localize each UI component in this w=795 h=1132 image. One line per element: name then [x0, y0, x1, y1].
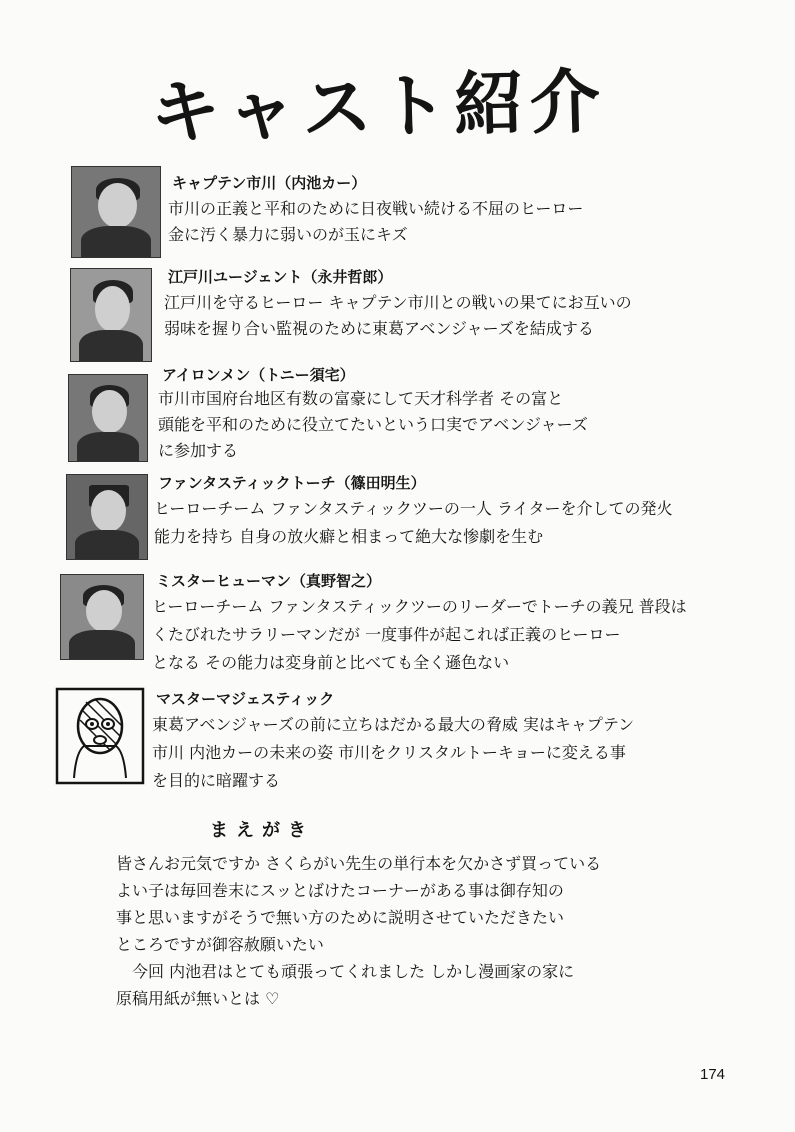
cast-entry — [0, 566, 795, 672]
cast-desc-line: となる その能力は変身前と比べても全く遜色ない — [152, 653, 510, 672]
cast-entry — [0, 466, 795, 566]
cast-desc-line: 能力を持ち 自身の放火癖と相まって絶大な惨劇を生む — [154, 527, 544, 546]
afterword-line: 原稿用紙が無いとは ♡ — [116, 989, 280, 1008]
cast-photo — [66, 474, 148, 560]
page-title: キャスト紹介 — [148, 59, 607, 155]
page-number: 174 — [700, 1066, 726, 1083]
cast-desc-line: くたびれたサラリーマンだが 一度事件が起これば正義のヒーロー — [152, 625, 621, 644]
cast-entry — [0, 360, 795, 460]
cast-photo — [60, 574, 144, 660]
cast-photo — [68, 374, 148, 462]
cast-desc-line: 弱味を握り合い監視のために東葛アベンジャーズを結成する — [164, 319, 594, 338]
cast-desc-line: 市川の正義と平和のために日夜戦い続ける不屈のヒーロー — [168, 199, 584, 218]
cast-desc-line: に参加する — [158, 441, 239, 460]
afterword-line: ところですが御容赦願いたい — [116, 935, 324, 954]
afterword-line: 今回 内池君はとても頑張ってくれました しかし漫画家の家に — [116, 962, 575, 981]
afterword-line: 事と思いますがそうで無い方のために説明させていただきたい — [116, 908, 565, 927]
afterword-title: まえがき — [210, 820, 314, 841]
cast-entry — [0, 262, 795, 362]
afterword-line: よい子は毎回巻末にスッとばけたコーナーがある事は御存知の — [116, 881, 564, 900]
cast-name: マスターマジェスティック — [156, 690, 335, 708]
cast-entry — [0, 162, 795, 262]
afterword-text — [116, 850, 646, 1012]
cast-desc-line: 江戸川を守るヒーロー キャプテン市川との戦いの果てにお互いの — [164, 293, 632, 312]
cast-desc-line: 頭能を平和のために役立てたいという口実でアベンジャーズ — [158, 415, 588, 434]
cast-desc-line: を目的に暗躍する — [152, 771, 281, 790]
afterword-line: 皆さんお元気ですか さくらがい先生の単行本を欠かさず買っている — [116, 854, 602, 873]
cast-desc-line: 市川 内池カーの未来の姿 市川をクリスタルトーキョーに変える事 — [152, 743, 626, 762]
cast-photo — [71, 166, 161, 258]
cast-name: ミスターヒューマン（真野智之） — [156, 572, 382, 590]
cast-desc-line: ヒーローチーム ファンタスティックツーのリーダーでトーチの義兄 普段は — [152, 597, 687, 616]
cast-name: 江戸川ユージェント（永井哲郎） — [168, 268, 393, 286]
cast-desc-line: 東葛アベンジャーズの前に立ちはだかる最大の脅威 実はキャプテン — [152, 715, 635, 734]
cast-entry — [0, 680, 795, 790]
masked-face-drawing — [54, 686, 146, 786]
cast-desc-line: ヒーローチーム ファンタスティックツーの一人 ライターを介しての発火 — [154, 499, 673, 518]
cast-desc-line: 金に汚く暴力に弱いのが玉にキズ — [168, 225, 408, 244]
cast-name: キャプテン市川（内池カー） — [172, 174, 367, 192]
cast-name: ファンタスティックトーチ（篠田明生） — [158, 474, 426, 492]
cast-photo — [70, 268, 152, 362]
cast-name: アイロンメン（トニー須宅） — [162, 366, 355, 384]
cast-desc-line: 市川市国府台地区有数の富豪にして天才科学者 その富と — [158, 389, 564, 408]
